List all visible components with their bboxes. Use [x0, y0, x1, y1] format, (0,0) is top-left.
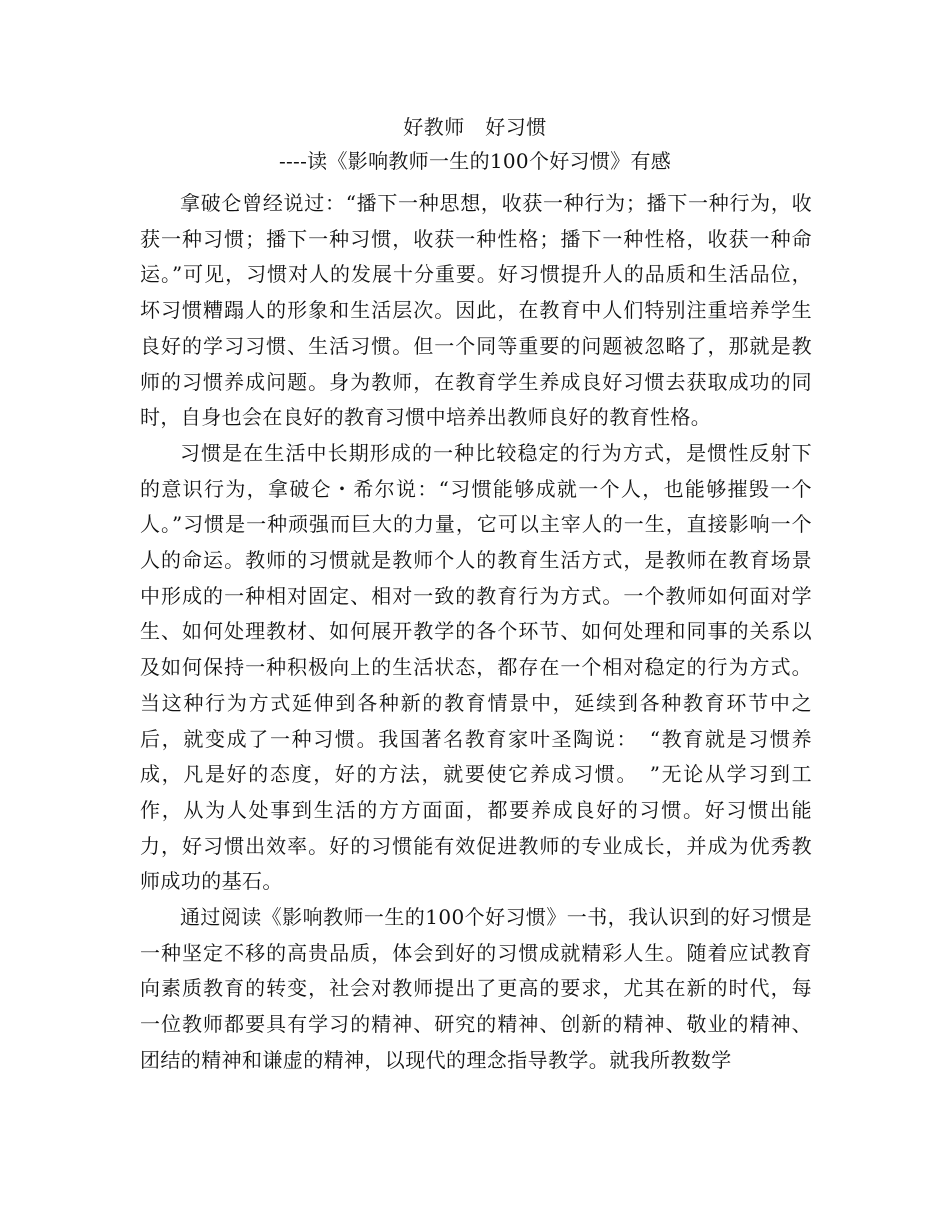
paragraph-1: 拿破仑曾经说过：“播下一种思想，收获一种行为；播下一种行为，收获一种习惯；播下一种习惯，收获一种性格；播下一种性格，收获一种命运。”可见，习惯对人的发展十分重要。好习惯提升人的品质和生活品位，坏习惯糟蹋人的形象和生活层次。因此，在教育中人们特别注重培养学生良好的学习习惯、生活习惯。但一个同等重要的问题被忽略了，那就是教师的习惯养成问题。身为教师，在教育学生养成良好习惯去获取成功的同时，自身也会在良好的教育习惯中培养出教师良好的教育性格。	[140, 191, 812, 430]
document-subtitle: ----读《影响教师一生的100个好习惯》有感	[278, 149, 672, 173]
document-title: 好教师 好习惯	[403, 115, 547, 139]
paragraph-2: 习惯是在生活中长期形成的一种比较稳定的行为方式，是惯性反射下的意识行为，拿破仑・希尔说：“习惯能够成就一个人，也能够摧毁一个人。”习惯是一种顽强而巨大的力量，它可以主宰人的一生，直接影响一个人的命运。教师的习惯就是教师个人的教育生活方式，是教师在教育场景中形成的一种相对固定、相对一致的教育行为方式。一个教师如何面对学生、如何处理教材、如何展开教学的各个环节、如何处理和同事的关系以及如何保持一种积极向上的生活状态，都存在一个相对稳定的行为方式。当这种行为方式延伸到各种新的教育情景中，延续到各种教育环节中之后，就变成了一种习惯。我国著名教育家叶圣陶说： “教育就是习惯养成，凡是好的态度，好的方法，就要使它养成习惯。 ”无论从学习到工作，从为人处事到生活的方方面面，都要养成良好的习惯。好习惯出能力，好习惯出效率。好的习惯能有效促进教师的专业成长，并成为优秀教师成功的基石。	[140, 440, 812, 894]
document-body	[140, 186, 812, 1079]
paragraph-3: 通过阅读《影响教师一生的100个好习惯》一书，我认识到的好习惯是一种坚定不移的高贵品质，体会到好的习惯成就精彩人生。随着应试教育向素质教育的转变，社会对教师提出了更高的要求，尤其在新的时代，每一位教师都要具有学习的精神、研究的精神、创新的精神、敬业的精神、团结的精神和谦虚的精神，以现代的理念指导教学。就我所教数学	[140, 905, 812, 1072]
